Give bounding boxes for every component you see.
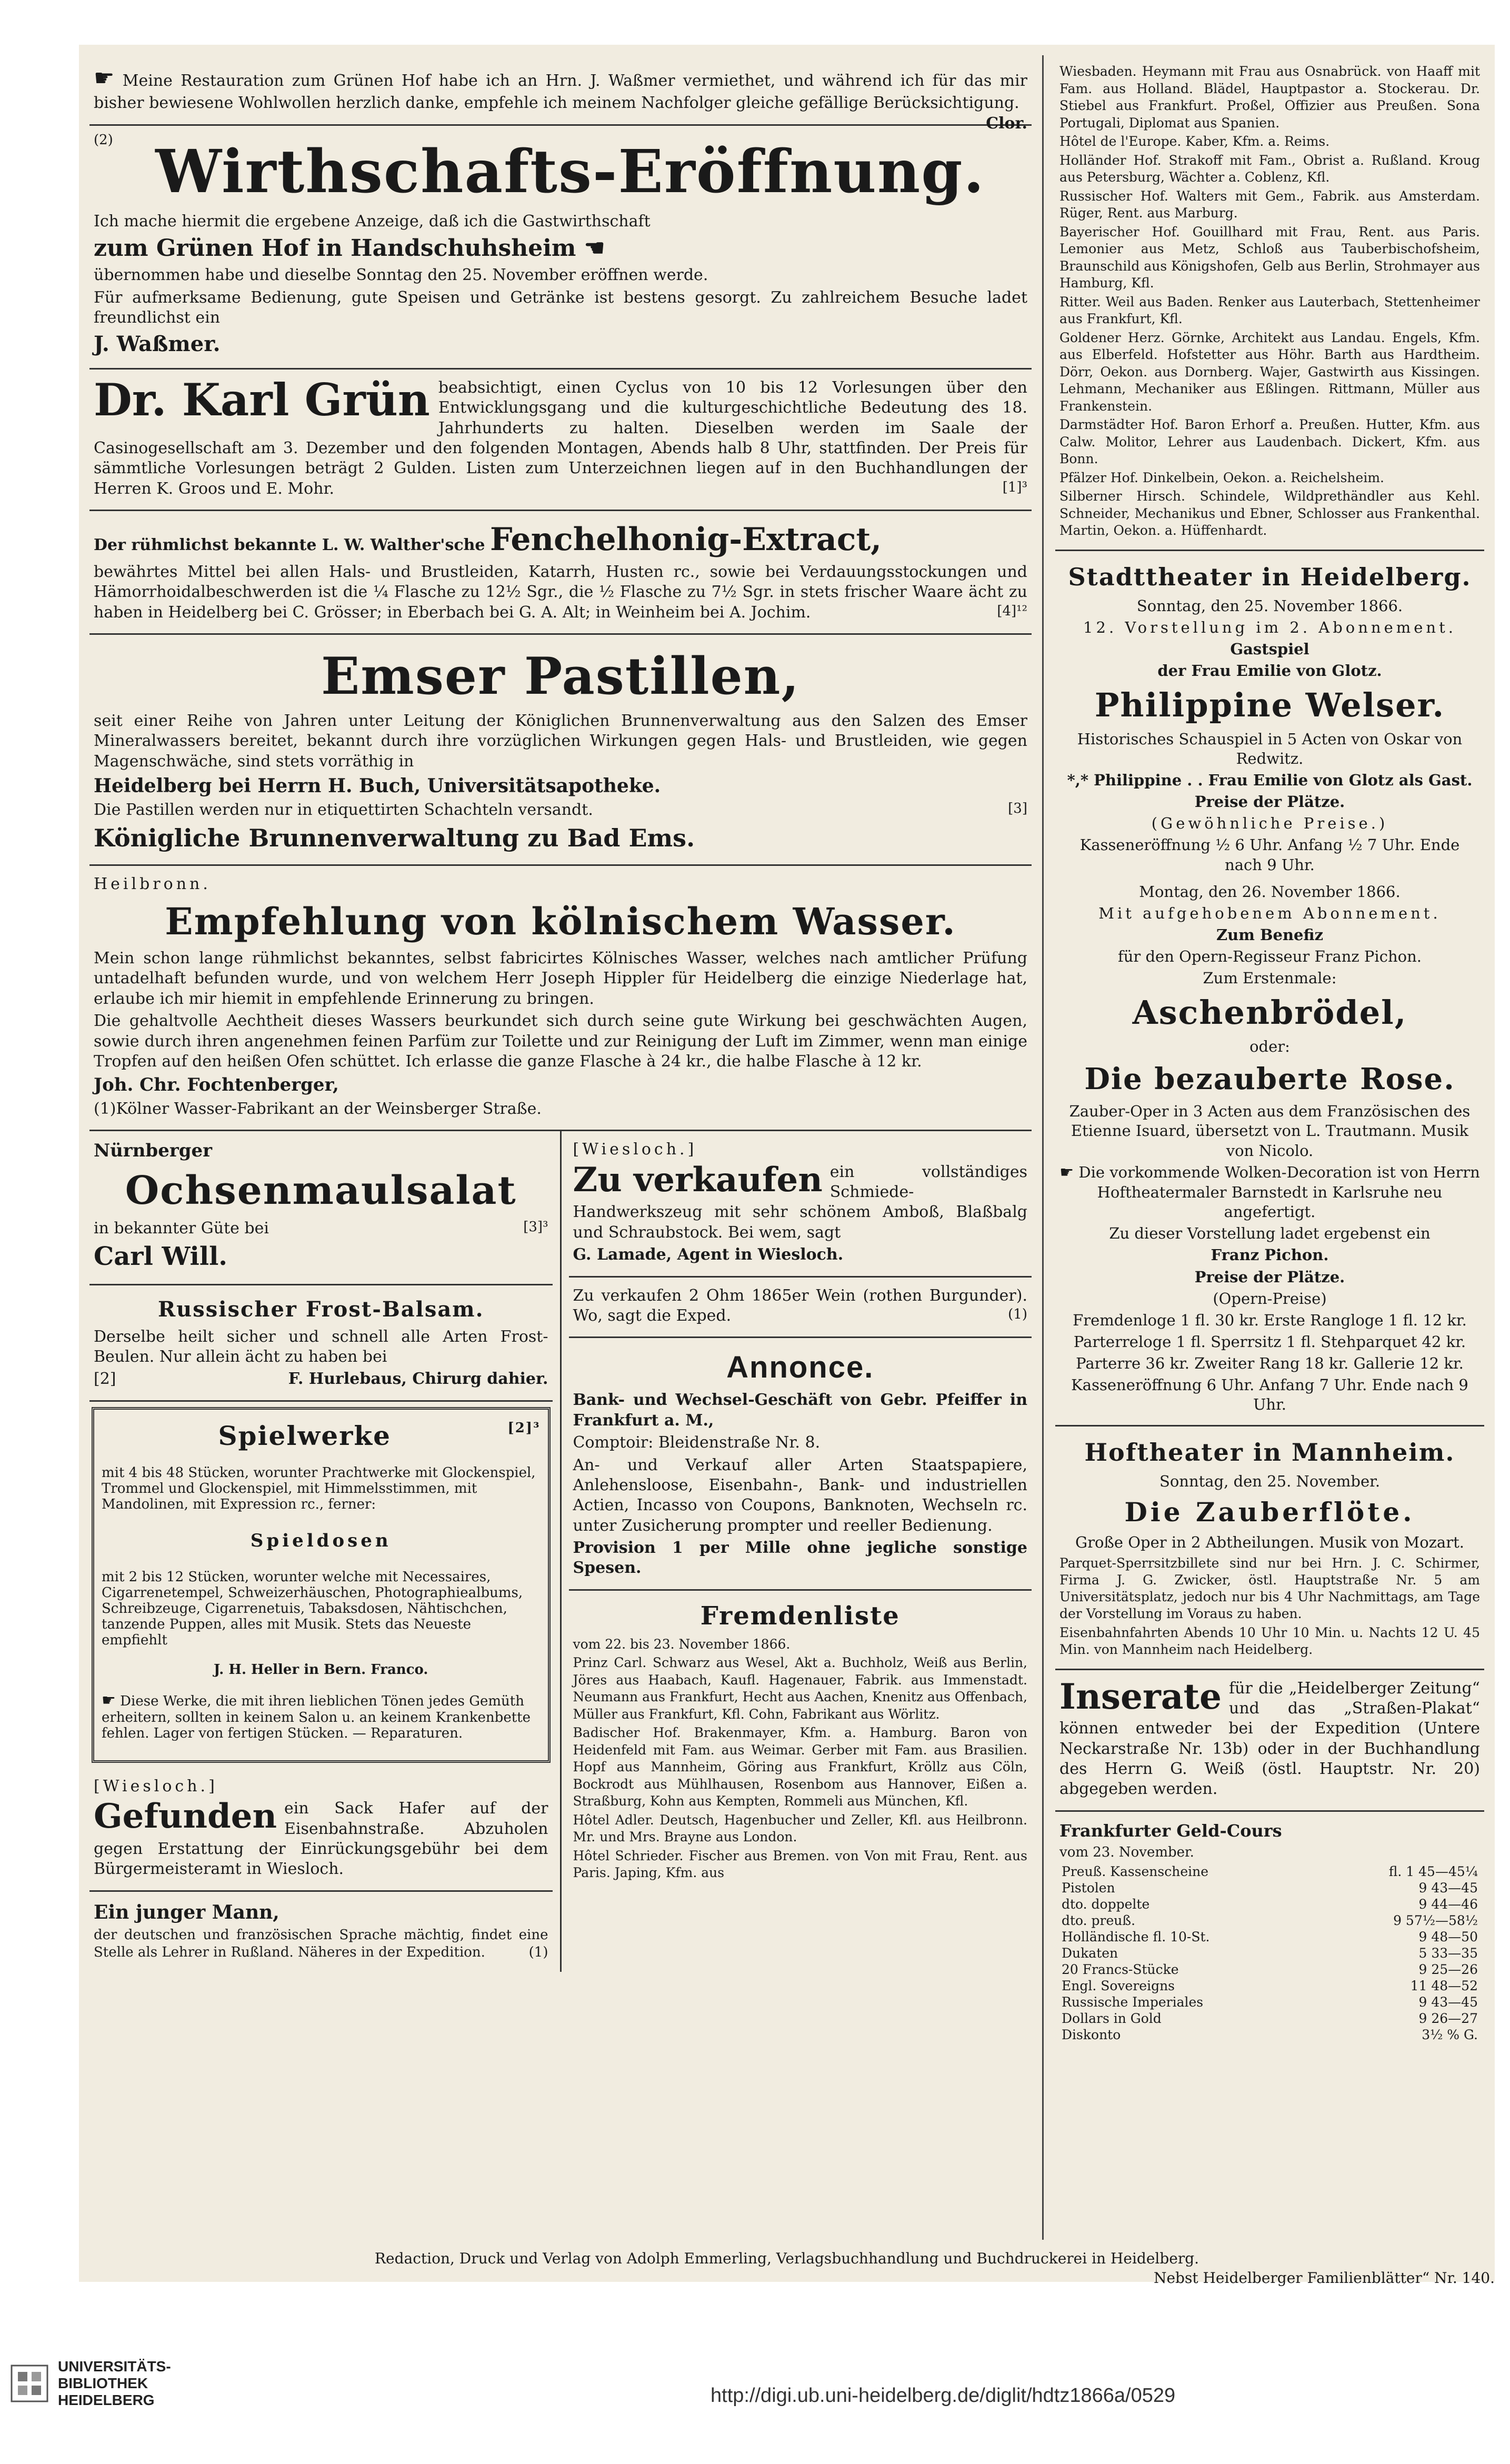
list-item: Goldener Herz. Görnke, Architekt aus Landau. Engels, Kfm. aus Elberfeld. Hofstetter aus Höhr. Barth aus Hardtheim. Dörr, Oekon. aus Dornberg. Wajer, Gastwirth aus Kissingen. Lehmann, Mechaniker aus Eßlingen. Rittmann, Müller aus Frankenstein.: [1059, 330, 1480, 414]
currency-name: 20 Francs-Stücke: [1062, 1962, 1179, 1978]
play-oder: oder:: [1249, 1038, 1290, 1056]
list-item: Bayerischer Hof. Gouillhard mit Frau, Rent. aus Paris. Lemonier aus Metz, Schloß aus Tauberbischofsheim, Braunschild aus Königshofen, Gelb aus Berlin, Strohmayer aus Hamburg, Kfl.: [1059, 224, 1480, 291]
library-seal-icon: [11, 2365, 48, 2402]
ad-subtitle: Spieldosen: [250, 1530, 392, 1551]
list-item: Holländer Hof. Strakoff mit Fam., Obrist a. Rußland. Kroug aus Petersburg, Wächter a. Coblenz, Kfl.: [1059, 152, 1480, 185]
ad-text: mit 4 bis 48 Stücken, worunter Prachtwerke mit Glockenspiel, Trommel und Glockenspiel, mit Himmelsstimmen, mit Mandolinen, mit Expression rc., ferner:: [102, 1464, 536, 1512]
currency-name: Engl. Sovereigns: [1062, 1978, 1175, 1994]
hoftheater: [1055, 1426, 1484, 1670]
ad-fenchel: [89, 511, 1032, 635]
currency-value: 9 57½—58½: [1393, 1913, 1478, 1929]
ad-text: übernommen habe und dieselbe Sonntag den 25. November eröffnen werde.: [94, 266, 708, 285]
prices-title: Preise der Plätze.: [1194, 1268, 1345, 1286]
list-title: Fremdenliste: [700, 1601, 900, 1631]
table-row: [1059, 1880, 1480, 1896]
invite-signature: Franz Pichon.: [1211, 1246, 1329, 1264]
currency-name: dto. preuß.: [1062, 1913, 1136, 1929]
ad-title: Wirthschafts-Eröffnung.: [155, 137, 985, 206]
list-dates: vom 22. bis 23. November 1866.: [573, 1636, 791, 1652]
ad-title: Dr. Karl Grün: [94, 373, 430, 426]
first-time: Zum Erstenmale:: [1203, 969, 1337, 987]
ad-spielwerke: [92, 1407, 551, 1763]
list-item: Darmstädter Hof. Baron Erhorf a. Preußen. Hutter, Kfm. aus Calw. Molitor, Lehrer aus Laudenbach. Dickert, Kfm. aus Bonn.: [1059, 417, 1480, 466]
ad-signature: Königliche Brunnenverwaltung zu Bad Ems.: [94, 823, 695, 852]
price-row: Fremdenloge 1 fl. 30 kr. Erste Rangloge 1 fl. 12 kr.: [1073, 1311, 1467, 1329]
theater-gastspiel-sub: der Frau Emilie von Glotz.: [1157, 661, 1382, 680]
ad-mark: [1]³: [1002, 479, 1027, 495]
ad-place: Heidelberg bei Herrn H. Buch, Universitätsapotheke.: [94, 775, 661, 797]
stadttheater: [1055, 551, 1484, 1427]
play-subtitle: Die bezauberte Rose.: [1084, 1062, 1455, 1097]
ad-title: Ein junger Mann,: [94, 1901, 279, 1923]
ad-number: [2]: [94, 1370, 116, 1389]
prices-sub: (Opern-Preise): [1213, 1289, 1327, 1308]
play-description: Große Oper in 2 Abtheilungen. Musik von Mozart.: [1075, 1533, 1464, 1552]
ad-title: Russischer Frost-Balsam.: [157, 1296, 484, 1322]
fremdenliste: [569, 1591, 1032, 1889]
library-line: UNIVERSITÄTS-: [58, 2358, 171, 2375]
ad-signature: J. H. Heller in Bern. Franco.: [214, 1661, 428, 1678]
theater-performance: Mit aufgehobenem Abonnement.: [1098, 904, 1441, 922]
ad-signature: G. Lamade, Agent in Wiesloch.: [573, 1245, 844, 1264]
ad-text: Zu verkaufen 2 Ohm 1865er Wein (rothen Burgunder). Wo, sagt die Exped.: [573, 1286, 1027, 1325]
ad-title: Empfehlung von kölnischem Wasser.: [165, 899, 956, 943]
theater-performance: 12. Vorstellung im 2. Abonnement.: [1083, 618, 1456, 636]
list-item: Wiesbaden. Heymann mit Frau aus Osnabrück. von Haaff mit Fam. aus Holland. Blädel, Hauptpastor a. Stockerau. Dr. Stiebel aus Frankfurt. Proßel, Offizier aus Preußen. Sona Portugali, Diplomat aus Spanien.: [1059, 64, 1480, 131]
table-row: [1059, 1961, 1480, 1978]
theater-times: Kasseneröffnung ½ 6 Uhr. Anfang ½ 7 Uhr. Ende nach 9 Uhr.: [1079, 836, 1460, 874]
inserate: [1055, 1670, 1484, 1812]
table-row: [1059, 1994, 1480, 2010]
ad-title: Spielwerke: [218, 1420, 391, 1451]
table-row: [1059, 2010, 1480, 2027]
ad-lead: Der rühmlichst bekannte L. W. Walther'sche: [94, 536, 485, 555]
currency-value: 9 25—26: [1418, 1962, 1478, 1978]
table-row: [1059, 1912, 1480, 1929]
ad-title: Zu verkaufen: [573, 1160, 823, 1200]
theater-title: Hoftheater in Mannheim.: [1084, 1438, 1455, 1467]
list-item: Prinz Carl. Schwarz aus Wesel, Akt a. Buchholz, Weiß aus Berlin, Jöres aus Haabach, Kaufl. Hagenauer, Fabrik. aus Immenstadt. Neumann aus Frankfurt, Hecht aus Aachen, Knenitz aus Offenbach, Müller aus Frankfurt, Kfl. Cohn, Fabrikant aus Wörlitz.: [573, 1655, 1027, 1722]
invite: Zu dieser Vorstellung ladet ergebenst ein: [1109, 1224, 1431, 1243]
pointing-hand-icon: ☛: [102, 1691, 116, 1710]
ad-number: (1): [528, 1944, 548, 1961]
ad-title: Fenchelhonig-Extract,: [490, 521, 882, 558]
ad-title: Annonce.: [726, 1350, 874, 1385]
list-item: Ritter. Weil aus Baden. Renker aus Lauterbach, Stettenheimer aus Frankfurt, Kfl.: [1059, 294, 1480, 326]
prices-title: Preise der Plätze.: [1194, 793, 1345, 811]
theater-times: Kasseneröffnung 6 Uhr. Anfang 7 Uhr. Ende nach 9 Uhr.: [1071, 1376, 1468, 1414]
ticket-note: Parquet-Sperrsitzbillete sind nur bei Hrn. J. C. Schirmer, Firma J. G. Zwicker, östl. Hauptstraße Nr. 5 am Universitätsplatz, jedoch nur bis 4 Uhr Nachmittags, am Tage der Vorstellung im Voraus zu haben.: [1059, 1555, 1480, 1621]
play-role: *,* Philippine . . Frau Emilie von Glotz als Gast.: [1067, 771, 1473, 790]
ad-place: zum Grünen Hof in Handschuhsheim: [94, 235, 576, 262]
column-divider: [1042, 55, 1044, 2240]
ad-text: ein Sack Hafer auf der Eisenbahnstraße. Abzuholen gegen Erstattung der Einrückungsgebühr bei dem Bürgermeisteramt in Wiesloch.: [94, 1799, 548, 1879]
ad-text: beabsichtigt, einen Cyclus von 10 bis 12 Vorlesungen über den Entwicklungsgang und die kulturgeschichtliche Bedeutung des 18. Jahrhunderts zu halten. Dieselben werden im Saale der Casinogesellschaft am 3. Dezember und den folgenden Montagen, Abends halb 8 Uhr, stattfinden. Der Preis für sämmtliche Vorlesungen beträgt 2 Gulden. Listen zum Unterzeichnen liegen auf in den Buchhandlungen der Herren K. Groos und E. Mohr.: [94, 378, 1027, 498]
ad-mark: [2]³: [507, 1420, 541, 1436]
theater-date: Sonntag, den 25. November.: [1159, 1472, 1381, 1491]
subcolumn-right: [562, 1131, 1032, 1972]
ad-firm: Bank- und Wechsel-Geschäft von Gebr. Pfeiffer in Frankfurt a. M.,: [573, 1391, 1027, 1430]
pointing-hand-icon: ☛: [94, 65, 115, 92]
theater-date: Montag, den 26. November 1866.: [1139, 882, 1401, 901]
inserate-text: für die „Heidelberger Zeitung“ und das „Straßen-Plakat“ können entweder bei der Expedition (Untere Neckarstraße Nr. 13b) oder in der Buchhandlung des Herrn G. Weiß (östl. Hauptstr. Nr. 20) abgegeben werden.: [1059, 1679, 1480, 1799]
train-note: Eisenbahnfahrten Abends 10 Uhr 10 Min. u. Nachts 12 U. 45 Min. von Mannheim nach Heidelberg.: [1059, 1624, 1480, 1657]
list-item: Hôtel Schrieder. Fischer aus Bremen. von Von mit Frau, Rent. aus Paris. Japing, Kfm. aus: [573, 1848, 1027, 1881]
list-item: Hôtel Adler. Deutsch, Hagenbucher und Zeller, Kfl. aus Heilbronn. Mr. und Mrs. Brayne aus London.: [573, 1812, 1027, 1845]
ad-text: seit einer Reihe von Jahren unter Leitung der Königlichen Brunnenverwaltung aus den Salzen des Emser Mineralwassers bereitet, bekannt durch ihre vorzüglichen Wirkungen gegen Hals- und Brustleiden, wie gegen Magenschwäche, sind stets vorräthig in: [94, 712, 1027, 771]
ad-office: Comptoir: Bleidenstraße Nr. 8.: [573, 1433, 821, 1452]
table-row: [1059, 1896, 1480, 1912]
ad-title: Emser Pastillen,: [321, 646, 800, 706]
play-title: Philippine Welser.: [1094, 685, 1445, 724]
currency-name: Diskonto: [1062, 2027, 1121, 2043]
benefit-sub: für den Opern-Regisseur Franz Pichon.: [1118, 947, 1422, 966]
theater-gastspiel: Gastspiel: [1230, 640, 1309, 658]
price-row: Parterreloge 1 fl. Sperrsitz 1 fl. Stehparquet 42 kr.: [1073, 1332, 1466, 1351]
library-name: [58, 2358, 171, 2409]
cours-title: Frankfurter Geld-Cours: [1059, 1820, 1282, 1841]
currency-name: Russische Imperiales: [1062, 1994, 1204, 2010]
source-url[interactable]: http://digi.ub.uni-heidelberg.de/diglit/hdtz1866a/0529: [711, 2385, 1176, 2407]
imprint: Redaction, Druck und Verlag von Adolph Emmerling, Verlagsbuchhandlung und Buchdruckerei in Heidelberg.: [374, 2250, 1199, 2267]
ad-verkaufen: [569, 1131, 1032, 1277]
ad-place: [Wiesloch.]: [94, 1777, 218, 1795]
list-item: Silberner Hirsch. Schindele, Wildprethändler aus Kehl. Schneider, Mechanikus und Ebner, Schlosser aus Frankenthal. Martin, Oekon. a. Hüffenhardt.: [1059, 488, 1480, 538]
left-column: [89, 55, 1032, 1972]
currency-value: 9 48—50: [1418, 1929, 1478, 1945]
table-row: [1059, 1978, 1480, 1994]
currency-name: Pistolen: [1062, 1880, 1115, 1896]
ad-signature: Clor.: [986, 114, 1027, 133]
ad-signature: F. Hurlebaus, Chirurg dahier.: [288, 1370, 548, 1389]
currency-value: 5 33—35: [1418, 1946, 1478, 1961]
library-logo: [11, 2358, 171, 2409]
ad-text: Derselbe heilt sicher und schnell alle Arten Frost-Beulen. Nur allein ächt zu haben bei: [94, 1327, 548, 1366]
ad-signature: J. Waßmer.: [94, 331, 221, 356]
currency-value: 9 26—27: [1418, 2011, 1478, 2027]
supplement-note: Nebst Heidelberger Familienblätter“ Nr. 140.: [1153, 2269, 1495, 2287]
pointing-hand-icon: ☚: [584, 235, 605, 262]
theater-title: Stadttheater in Heidelberg.: [1068, 562, 1472, 591]
ad-ochsen: [89, 1131, 553, 1285]
play-title: Die Zauberflöte.: [1124, 1497, 1415, 1528]
decoration-note: Die vorkommende Wolken-Decoration ist von Herrn Hoftheatermaler Barnstedt in Karlsruhe neu angefertigt.: [1078, 1163, 1480, 1221]
two-column-section: [89, 1131, 1032, 1972]
theater-date: Sonntag, den 25. November 1866.: [1136, 596, 1403, 615]
prices-sub: (Gewöhnliche Preise.): [1151, 814, 1388, 833]
list-item: Hôtel de l'Europe. Kaber, Kfm. a. Reims.: [1059, 134, 1330, 149]
ad-text: ein vollständiges Schmiede-Handwerkszeug mit sehr schönem Amboß, Blaßbalg und Schraubstock. Bei wem, sagt: [573, 1162, 1027, 1242]
ad-provision: Provision 1 per Mille ohne jegliche sonstige Spesen.: [573, 1539, 1027, 1578]
ad-place: Heilbronn.: [94, 874, 211, 893]
library-line: BIBLIOTHEK: [58, 2375, 148, 2392]
ad-text: in bekannter Güte bei: [94, 1219, 269, 1238]
ad-note: Die Pastillen werden nur in etiquettirten Schachteln versandt.: [94, 801, 593, 820]
table-row: [1059, 2027, 1480, 2043]
subcolumn-left: [89, 1131, 562, 1972]
right-column: [1055, 55, 1484, 2051]
table-row: [1059, 1863, 1480, 1880]
cours-date: vom 23. November.: [1059, 1844, 1194, 1860]
ad-text: mit 2 bis 12 Stücken, worunter welche mit Necessaires, Cigarrenetempel, Schweizerhäuschen, Photographiealbums, Schreibzeuge, Cigarrenetuis, Tabaksdosen, Nähtischchen, tanzende Puppen, alles mit Musik. Stets das Neueste empfiehlt: [102, 1569, 523, 1648]
currency-value: 9 43—45: [1418, 1994, 1478, 2010]
cours-table: [1059, 1863, 1480, 2043]
currency-value: 3½ % G.: [1422, 2027, 1478, 2043]
ad-text: Die gehaltvolle Aechtheit dieses Wassers beurkundet sich durch seine gute Wirkung bei geschwächten Augen, sowie durch ihren angenehmen feinen Parfüm zur Toilette und zur Reinigung der Luft im Zimmer, wenn man einige Tropfen auf den heißen Ofen schüttet. Ich erlasse die ganze Flasche à 24 kr., die halbe Flasche à 12 kr.: [94, 1012, 1027, 1071]
pointing-hand-icon: ☛: [1059, 1163, 1074, 1182]
ad-text: der deutschen und französischen Sprache mächtig, findet eine Stelle als Lehrer in Rußland. Näheres in der Expedition.: [94, 1927, 548, 1961]
price-row: Parterre 36 kr. Zweiter Rang 18 kr. Gallerie 12 kr.: [1076, 1354, 1464, 1372]
ad-text: bewährtes Mittel bei allen Hals- und Brustleiden, Katarrh, Husten rc., sowie bei Verdauungsstockungen und Hämorrhoidalbeschwerden ist die ¼ Flasche zu 12½ Sgr., die ½ Flasche zu 7½ Sgr. in stets frischer Waare ächt zu haben in Heidelberg bei C. Grösser; in Eberbach bei G. A. Alt; in Weinheim bei A. Jochim.: [94, 562, 1027, 622]
currency-name: dto. doppelte: [1062, 1897, 1150, 1912]
ad-annonce: [569, 1338, 1032, 1591]
currency-name: Dukaten: [1062, 1946, 1118, 1961]
play-title: Aschenbrödel,: [1132, 993, 1407, 1032]
ad-mark: [4]¹²: [997, 603, 1027, 619]
ad-mark: [3]: [1008, 801, 1027, 817]
ad-number: (1): [1008, 1306, 1027, 1322]
ad-number: (1): [94, 1099, 116, 1118]
ad-wirthschaft: [89, 126, 1032, 370]
ad-text: Meine Restauration zum Grünen Hof habe ich an Hrn. J. Waßmer vermiethet, und während ich für das mir bisher bewiesene Wohlwollen herzlich danke, empfehle ich meinem Nachfolger gleiche gefällige Berücksichtigung.: [94, 72, 1027, 113]
ad-signature: Joh. Chr. Fochtenberger,: [94, 1074, 339, 1096]
ad-signature: Carl Will.: [94, 1242, 228, 1272]
geld-cours: [1055, 1812, 1484, 2051]
library-line: HEIDELBERG: [58, 2392, 155, 2409]
fremdenliste-continued: [1055, 55, 1484, 551]
currency-value: 11 48—52: [1410, 1978, 1478, 1994]
table-row: [1059, 1945, 1480, 1961]
ad-title: Ochsenmaulsalat: [125, 1168, 517, 1213]
ad-signature-sub: Kölner Wasser-Fabrikant an der Weinsberger Straße.: [116, 1099, 542, 1118]
ad-frost: [89, 1285, 553, 1402]
ad-text: Für aufmerksame Bedienung, gute Speisen und Getränke ist bestens gesorgt. Zu zahlreichem Besuche ladet freundlichst ein: [94, 288, 1027, 327]
ad-emser: [89, 635, 1032, 866]
ad-place: [Wiesloch.]: [573, 1140, 697, 1159]
ad-koelnisch: [89, 866, 1032, 1132]
table-row: [1059, 1929, 1480, 1945]
ad-text: An- und Verkauf aller Arten Staatspapiere, Anlehensloose, Eisenbahn-, Bank- und industriellen Actien, Incasso von Coupons, Banknoten, Wechseln rc. unter Zusicherung prompter und reeller Bedienung.: [573, 1455, 1027, 1535]
list-item: Russischer Hof. Walters mit Gem., Fabrik. aus Amsterdam. Rüger, Rent. aus Marburg.: [1059, 188, 1480, 221]
currency-name: Dollars in Gold: [1062, 2011, 1162, 2027]
list-item: Pfälzer Hof. Dinkelbein, Oekon. a. Reichelsheim.: [1059, 470, 1384, 485]
currency-value: 9 43—45: [1418, 1880, 1478, 1896]
ad-lead: Nürnberger: [94, 1140, 213, 1162]
play-description: Zauber-Oper in 3 Acten aus dem Französischen des Etienne Isuard, übersetzt von L. Trautmann. Musik von Nicolo.: [1069, 1102, 1471, 1160]
currency-name: Holländische fl. 10-St.: [1062, 1929, 1210, 1945]
ad-title: Gefunden: [94, 1797, 277, 1837]
ad-gefunden: [89, 1768, 553, 1892]
page-footer: [79, 2248, 1495, 2289]
ad-wein: [569, 1278, 1032, 1339]
currency-value: fl. 1 45—45¼: [1388, 1864, 1478, 1880]
currency-name: Preuß. Kassenscheine: [1062, 1864, 1209, 1880]
currency-value: 9 44—46: [1418, 1897, 1478, 1912]
ad-restaurant: [89, 55, 1032, 133]
ad-number: (2): [94, 132, 113, 148]
ad-text: Mein schon lange rühmlichst bekanntes, selbst fabricirtes Kölnisches Wasser, welches nach amtlicher Prüfung untadelhaft befunden wurde, und von welchem Herr Joseph Hippler für Heidelberg die einzige Niederlage hat, erlaube ich mir hiemit in empfehlende Erinnerung zu bringen.: [94, 949, 1027, 1008]
ad-text: Diese Werke, die mit ihren lieblichen Tönen jedes Gemüth erheitern, sollten in keinem Salon u. an keinem Krankenbette fehlen. Lager von fertigen Stücken. — Reparaturen.: [102, 1693, 531, 1741]
play-description: Historisches Schauspiel in 5 Acten von Oskar von Redwitz.: [1077, 730, 1463, 768]
newspaper-page: [79, 45, 1495, 2282]
ad-text: Ich mache hiermit die ergebene Anzeige, daß ich die Gastwirthschaft: [94, 212, 651, 231]
ad-gruen: [89, 370, 1032, 511]
benefit: Zum Benefiz: [1216, 925, 1324, 944]
list-item: Badischer Hof. Brakenmayer, Kfm. a. Hamburg. Baron von Heidenfeld mit Fam. aus Weimar. Gerber mit Fam. aus Brasilien. Hopf aus Mannheim, Göring aus Frankfurt, Kröllz aus Cöln, Bockrodt aus Mühlhausen, Rosenbom aus Hannover, Eißen a. Straßburg, Kohn aus Kempten, Rommeli aus München, Kfl.: [573, 1725, 1027, 1809]
ad-junger-mann: [89, 1892, 553, 1972]
inserate-title: Inserate: [1059, 1675, 1222, 1717]
ad-mark: [3]³: [523, 1219, 548, 1235]
